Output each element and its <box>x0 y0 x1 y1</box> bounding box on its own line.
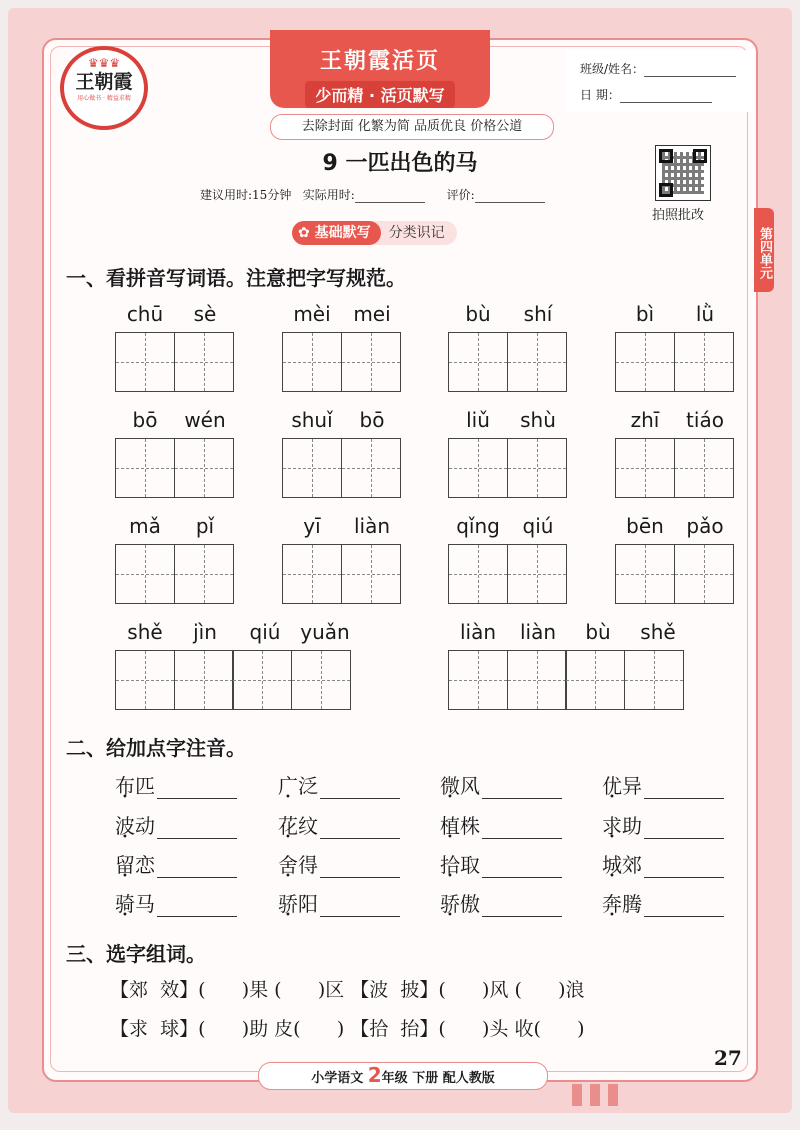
pinyin-label: mei <box>353 302 391 326</box>
writing-box[interactable] <box>291 650 351 710</box>
annotate-item <box>278 810 400 839</box>
answer-line[interactable] <box>482 778 562 799</box>
annotate-item <box>440 888 562 917</box>
writing-box[interactable] <box>565 650 625 710</box>
pinyin-label: jìn <box>193 620 217 644</box>
answer-line[interactable] <box>157 857 237 878</box>
footer-grade-suffix: 年级 <box>381 1071 408 1086</box>
answer-line[interactable] <box>157 778 237 799</box>
writing-box[interactable] <box>624 650 684 710</box>
footer-edition: 配人教版 <box>442 1071 495 1086</box>
logo-name: 王朝霞 <box>75 71 133 93</box>
dotted-char: 留 <box>115 853 135 877</box>
pinyin-label: yuǎn <box>300 620 350 644</box>
slogan: 去除封面 化繁为简 品质优良 价格公道 <box>270 114 554 140</box>
plain-char: 泛 <box>298 774 318 798</box>
annotate-item <box>602 770 724 799</box>
footer-subject: 小学语文 <box>311 1071 364 1086</box>
writing-box[interactable] <box>448 544 508 604</box>
answer-line[interactable] <box>644 857 724 878</box>
decoration <box>590 1084 600 1106</box>
pinyin-label: sè <box>193 302 217 326</box>
dotted-char: 求 <box>602 814 622 838</box>
dotted-char: 舍 <box>278 853 298 877</box>
char-choice-row[interactable]: 【求 球】( )助 皮( ) 【拾 抬】( )头 收( ) <box>110 1018 585 1040</box>
section-tabs <box>292 221 457 245</box>
answer-line[interactable] <box>320 778 400 799</box>
pinyin-label: bō <box>132 408 158 432</box>
pinyin-label: liàn <box>459 620 497 644</box>
annotate-item <box>440 810 562 839</box>
annotate-item <box>278 888 400 917</box>
annotate-item <box>602 888 724 917</box>
answer-line[interactable] <box>644 818 724 839</box>
banner-title: 王朝霞活页 <box>319 48 440 74</box>
pinyin-label: mǎ <box>129 514 161 538</box>
dotted-char: 骄 <box>440 892 460 916</box>
qr-code-icon[interactable] <box>655 145 711 201</box>
pinyin-label: liǔ <box>466 408 490 432</box>
suggested-time: 建议用时:15分钟 <box>200 188 292 202</box>
plain-char: 阳 <box>298 892 318 916</box>
pinyin-label: wén <box>184 408 226 432</box>
writing-box[interactable] <box>674 544 734 604</box>
dotted-char: 骑 <box>115 892 135 916</box>
dotted-char: 骄 <box>278 892 298 916</box>
evaluation-label: 评价: <box>446 188 475 202</box>
writing-box[interactable] <box>282 544 342 604</box>
plain-char: 得 <box>298 853 318 877</box>
writing-box[interactable] <box>674 332 734 392</box>
timing-row <box>200 186 563 203</box>
annotate-item <box>115 888 237 917</box>
pinyin-label: shuǐ <box>291 408 333 432</box>
writing-box[interactable] <box>174 438 234 498</box>
annotate-item <box>115 849 237 878</box>
class-name-field[interactable] <box>644 64 736 77</box>
annotate-item <box>115 770 237 799</box>
char-choice-row[interactable]: 【郊 效】( )果 ( )区 【波 披】( )风 ( )浪 <box>110 979 585 1001</box>
writing-box[interactable] <box>507 438 567 498</box>
unit-side-tab: 第四单元 <box>754 208 774 292</box>
tab-basic-dictation[interactable]: ✿ 基础默写 <box>292 221 381 245</box>
dotted-char: 优 <box>602 774 622 798</box>
pinyin-label: qiú <box>249 620 281 644</box>
dotted-char: 拾 <box>440 853 460 877</box>
writing-box[interactable] <box>615 544 675 604</box>
pinyin-label: lǜ <box>695 302 715 326</box>
pinyin-label: mèi <box>293 302 331 326</box>
banner-subtitle: 少而精 · 活页默写 <box>305 81 454 108</box>
annotate-item <box>115 810 237 839</box>
plain-char: 腾 <box>622 892 642 916</box>
tab-classification[interactable]: 分类识记 <box>388 225 445 241</box>
plain-char: 株 <box>460 814 480 838</box>
pinyin-label: qiú <box>522 514 554 538</box>
plain-char: 恋 <box>135 853 155 877</box>
actual-time-label: 实际用时: <box>302 188 355 202</box>
qr-label: 拍照批改 <box>652 208 705 223</box>
plain-char: 风 <box>460 774 480 798</box>
annotate-item <box>278 770 400 799</box>
writing-box[interactable] <box>232 650 292 710</box>
pinyin-label: bù <box>585 620 611 644</box>
answer-line[interactable] <box>644 896 724 917</box>
annotate-item <box>278 849 400 878</box>
brand-logo <box>60 46 148 130</box>
dotted-char: 布 <box>115 774 135 798</box>
answer-line[interactable] <box>320 857 400 878</box>
pinyin-label: shě <box>640 620 676 644</box>
annotate-item <box>440 770 562 799</box>
writing-box[interactable] <box>341 544 401 604</box>
writing-box[interactable] <box>615 438 675 498</box>
writing-box[interactable] <box>448 650 508 710</box>
pinyin-label: zhī <box>630 408 660 432</box>
writing-box[interactable] <box>174 332 234 392</box>
class-name-label: 班级/姓名： <box>580 62 645 76</box>
pinyin-label: shù <box>520 408 556 432</box>
dotted-char: 城 <box>602 853 622 877</box>
dotted-char: 微 <box>440 774 460 798</box>
writing-box[interactable] <box>507 650 567 710</box>
writing-box[interactable] <box>674 438 734 498</box>
writing-box[interactable] <box>282 438 342 498</box>
dotted-char: 花 <box>278 814 298 838</box>
plain-char: 取 <box>460 853 480 877</box>
writing-box[interactable] <box>341 332 401 392</box>
pinyin-label: bì <box>635 302 655 326</box>
pinyin-label: yī <box>303 514 321 538</box>
answer-line[interactable] <box>644 778 724 799</box>
dotted-char: 广 <box>278 774 298 798</box>
decoration <box>608 1084 618 1106</box>
annotate-item <box>440 849 562 878</box>
writing-box[interactable] <box>615 332 675 392</box>
plain-char: 助 <box>622 814 642 838</box>
dotted-char: 植 <box>440 814 460 838</box>
pinyin-label: chū <box>126 302 164 326</box>
plain-char: 郊 <box>622 853 642 877</box>
pinyin-label: bù <box>465 302 491 326</box>
pinyin-label: tiáo <box>686 408 724 432</box>
dotted-char: 波 <box>115 814 135 838</box>
plain-char: 纹 <box>298 814 318 838</box>
plain-char: 马 <box>135 892 155 916</box>
page-title: 9 一匹出色的马 <box>322 151 478 176</box>
section-2-title: 二、给加点字注音。 <box>66 736 246 760</box>
pinyin-label: liàn <box>519 620 557 644</box>
pinyin-label: bēn <box>626 514 664 538</box>
decoration <box>572 1084 582 1106</box>
answer-line[interactable] <box>320 896 400 917</box>
answer-line[interactable] <box>482 896 562 917</box>
writing-box[interactable] <box>174 650 234 710</box>
footer-badge <box>258 1062 548 1090</box>
plain-char: 动 <box>135 814 155 838</box>
pinyin-label: bō <box>359 408 385 432</box>
student-info-box <box>566 50 754 112</box>
answer-line[interactable] <box>320 818 400 839</box>
answer-line[interactable] <box>157 896 237 917</box>
annotate-item <box>602 810 724 839</box>
footer-volume: 下册 <box>412 1071 439 1086</box>
writing-box[interactable] <box>115 650 175 710</box>
pinyin-label: qǐng <box>456 514 500 538</box>
pinyin-label: shí <box>523 302 553 326</box>
page-number: 27 <box>714 1046 742 1070</box>
annotate-item <box>602 849 724 878</box>
writing-box[interactable] <box>448 332 508 392</box>
answer-line[interactable] <box>482 818 562 839</box>
plain-char: 傲 <box>460 892 480 916</box>
pinyin-label: pǎo <box>686 514 724 538</box>
pinyin-label: shě <box>127 620 163 644</box>
dotted-char: 奔 <box>602 892 622 916</box>
plain-char: 异 <box>622 774 642 798</box>
logo-tag: 用心做书 · 精益求精 <box>77 95 131 102</box>
writing-box[interactable] <box>174 544 234 604</box>
writing-box[interactable] <box>507 332 567 392</box>
writing-box[interactable] <box>282 332 342 392</box>
footer-grade: 2 <box>367 1063 382 1087</box>
answer-line[interactable] <box>482 857 562 878</box>
writing-box[interactable] <box>448 438 508 498</box>
pinyin-label: liàn <box>353 514 391 538</box>
section-3-title: 三、选字组词。 <box>66 942 206 966</box>
pinyin-label: pǐ <box>195 514 215 538</box>
writing-box[interactable] <box>115 438 175 498</box>
writing-box[interactable] <box>115 332 175 392</box>
date-label: 日 期： <box>580 88 620 102</box>
header-banner <box>270 30 490 108</box>
evaluation-field[interactable] <box>475 190 545 203</box>
plain-char: 匹 <box>135 774 155 798</box>
writing-box[interactable] <box>115 544 175 604</box>
writing-box[interactable] <box>341 438 401 498</box>
date-field[interactable] <box>620 90 712 103</box>
actual-time-field[interactable] <box>355 190 425 203</box>
crown-icon: ♛♛♛ <box>87 56 121 70</box>
writing-box[interactable] <box>507 544 567 604</box>
answer-line[interactable] <box>157 818 237 839</box>
section-1-title: 一、看拼音写词语。注意把字写规范。 <box>66 266 406 290</box>
